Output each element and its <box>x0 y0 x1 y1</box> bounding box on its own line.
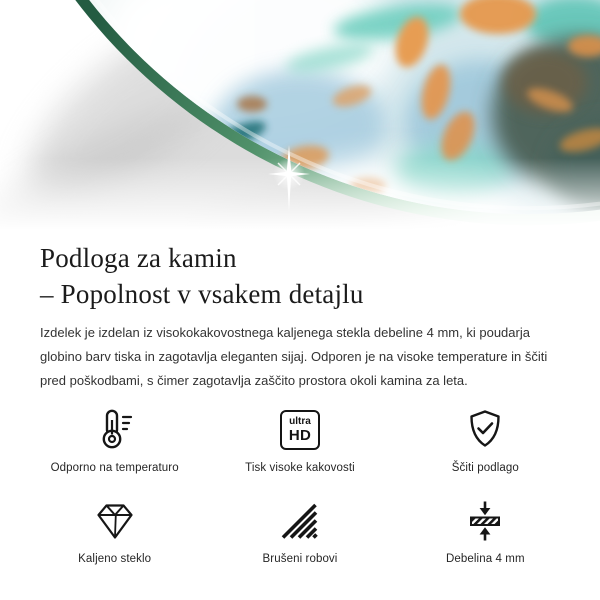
page-title-line1: Podloga za kamin <box>40 243 237 273</box>
ultra-hd-icon <box>280 408 320 452</box>
thickness-icon <box>463 499 507 543</box>
product-description: Izdelek je izdelan iz visokokakovostnega kaljenega stekla debeline 4 mm, ki poudarja globino barv tiska in zagotavlja eleganten sijaj. Odporen je na visoke temperature in ščiti pred poškodbami, s čimer zagotavlja zaščito prostora okoli kamina za leta. <box>40 325 548 389</box>
feature-protection <box>393 408 578 474</box>
page-title <box>40 241 560 312</box>
page-title-line2: – Popolnost v vsakem detajlu <box>40 278 364 309</box>
image-fade <box>0 140 600 236</box>
shield-check-icon <box>463 408 507 452</box>
feature-label: Brušeni robovi <box>262 553 338 566</box>
feature-temperature-resistant <box>22 408 207 474</box>
feature-label: Kaljeno steklo <box>78 553 152 566</box>
ultra-hd-badge-bottom: HD <box>288 427 312 445</box>
features-grid <box>22 408 578 565</box>
thermometer-icon <box>93 408 137 452</box>
ultra-hd-badge-top: ultra <box>289 416 311 428</box>
feature-polished-edges <box>207 499 392 565</box>
diamond-icon <box>93 499 137 543</box>
feature-label: Debelina 4 mm <box>446 553 525 566</box>
feature-label: Ščiti podlago <box>451 462 519 475</box>
feature-tempered-glass <box>22 499 207 565</box>
feature-thickness <box>393 499 578 565</box>
feature-label: Odporno na temperaturo <box>50 462 179 475</box>
product-image <box>0 0 600 236</box>
feature-label: Tisk visoke kakovosti <box>245 462 355 475</box>
polished-edge-icon <box>278 499 322 543</box>
feature-print-quality <box>207 408 392 474</box>
